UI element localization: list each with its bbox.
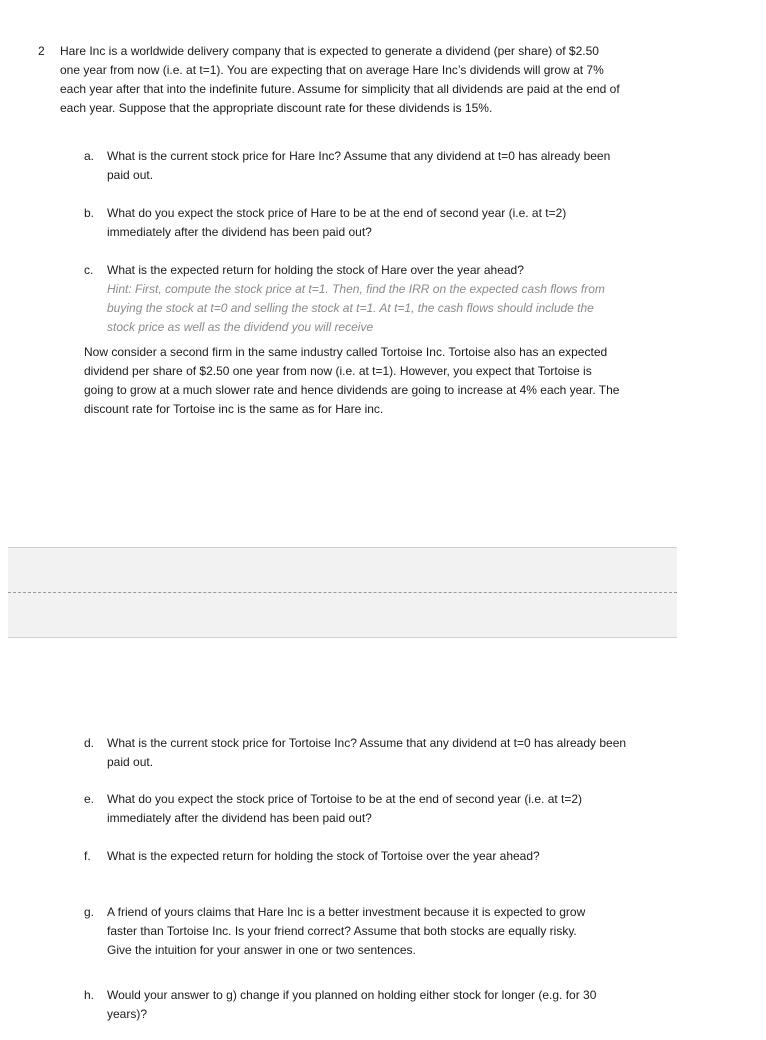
item-letter-a: a. [84, 149, 95, 163]
item-text-a: What is the current stock price for Hare Inc? Assume that any dividend at t=0 has already been paid out. [107, 149, 611, 182]
item-text-g: A friend of yours claims that Hare Inc is a better investment because it is expected to grow faster than Tortoise Inc. Is your friend correct? Assume that both stocks are equally risky. Give the intuition for your answer in one or two sentences. [107, 905, 586, 957]
item-text-b: What do you expect the stock price of Hare to be at the end of second year (i.e. at t=2) immediately after the dividend has been paid out? [107, 206, 567, 239]
item-text-e: What do you expect the stock price of Tortoise to be at the end of second year (i.e. at t=2) immediately after the dividend has been paid out? [107, 792, 583, 825]
item-text-c: What is the expected return for holding the stock of Hare over the year ahead? [107, 263, 524, 277]
question-number: 2 [38, 44, 45, 58]
item-letter-d: d. [84, 736, 95, 750]
item-text-h: Would your answer to g) change if you planned on holding either stock for longer (e.g. for 30 years)? [107, 988, 597, 1021]
item-letter-g: g. [84, 905, 95, 919]
page-break-line [8, 592, 677, 593]
item-hint-c: Hint: First, compute the stock price at t=1. Then, find the IRR on the expected cash flows from buying the stock at t=0 and selling the stock at t=1. At t=1, the cash flows should include the stock price as well as the dividend you will receive [107, 282, 605, 334]
question-intro: Hare Inc is a worldwide delivery company that is expected to generate a dividend (per share) of $2.50 one year from now (i.e. at t=1). You are expecting that on average Hare Inc’s dividends will grow at 7% each year after that into the indefinite future. Assume for simplicity that all dividends are paid at the end of each year. Suppose that the appropriate discount rate for these dividends is 15%. [60, 44, 620, 115]
item-text-f: What is the expected return for holding the stock of Tortoise over the year ahead? [107, 849, 540, 863]
item-letter-e: e. [84, 792, 95, 806]
tortoise-intro: Now consider a second firm in the same industry called Tortoise Inc. Tortoise also has an expected dividend per share of $2.50 one year from now (i.e. at t=1). However, you expect that Tortoise is going to grow at a much slower rate and hence dividends are going to increase at 4% each year. The discount rate for Tortoise inc is the same as for Hare inc. [84, 345, 620, 416]
item-letter-c: c. [84, 263, 94, 277]
item-letter-b: b. [84, 206, 95, 220]
item-text-d: What is the current stock price for Tortoise Inc? Assume that any dividend at t=0 has already been paid out. [107, 736, 627, 769]
item-letter-h: h. [84, 988, 95, 1002]
item-letter-f: f. [84, 849, 91, 863]
